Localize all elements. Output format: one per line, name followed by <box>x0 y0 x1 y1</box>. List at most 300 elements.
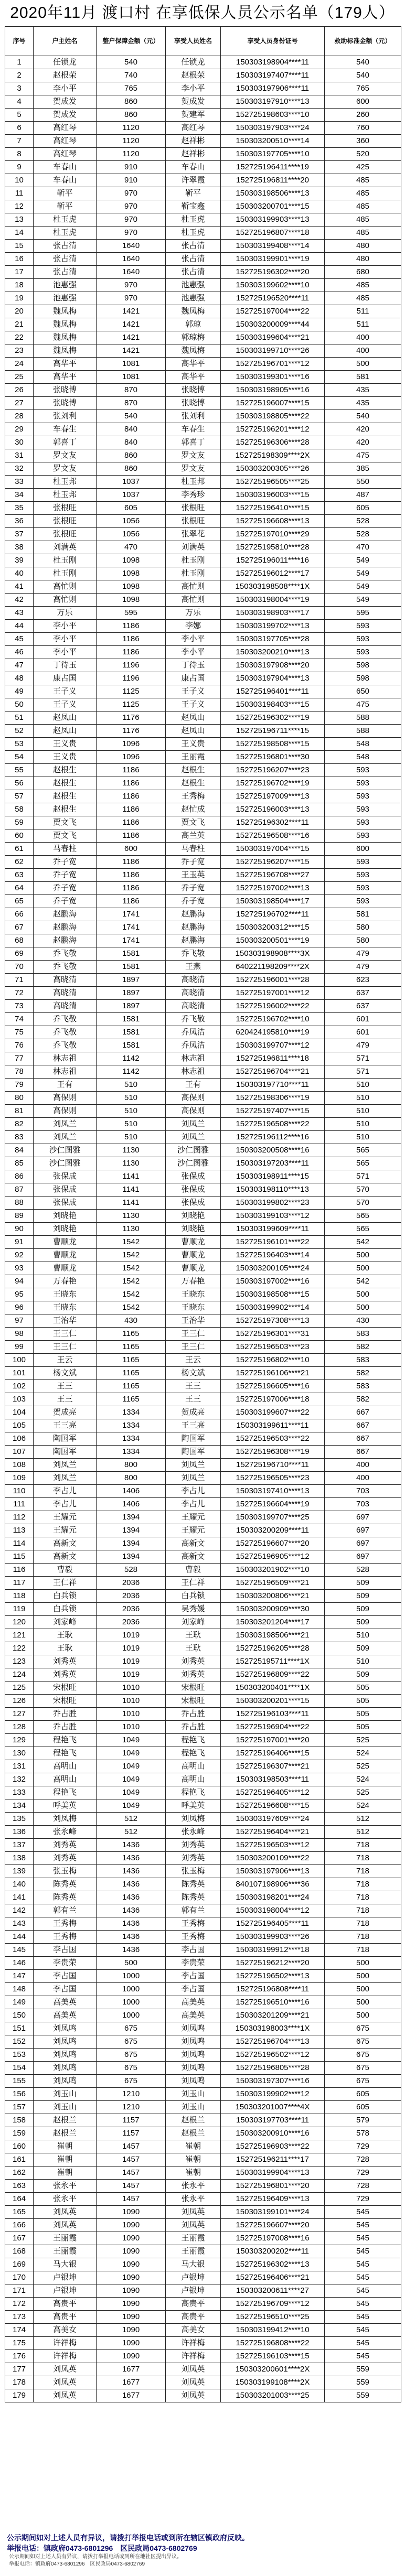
cell-standard-amount: 400 <box>325 331 401 344</box>
cell-household-head: 王义贵 <box>34 738 97 751</box>
cell-no: 136 <box>5 1826 34 1839</box>
table-row <box>5 371 401 384</box>
table-row <box>5 69 401 82</box>
cell-no: 100 <box>5 1354 34 1367</box>
cell-no: 9 <box>5 161 34 174</box>
cell-household-amount: 510 <box>97 1131 166 1144</box>
cell-household-amount: 1090 <box>97 2271 166 2284</box>
table-row <box>5 712 401 725</box>
table-row <box>5 1170 401 1183</box>
cell-id-number: 150303199802****23 <box>221 1197 325 1210</box>
cell-no: 88 <box>5 1197 34 1210</box>
cell-household-head: 刘凤梅 <box>34 1813 97 1826</box>
cell-id-number: 152725196406****21 <box>221 2271 325 2284</box>
cell-recipient-name: 崔朝 <box>166 2167 221 2180</box>
cell-household-amount: 1406 <box>97 1485 166 1498</box>
cell-household-amount: 1130 <box>97 1157 166 1170</box>
table-row <box>5 384 401 397</box>
cell-household-amount: 1165 <box>97 1367 166 1380</box>
cell-household-head: 高贵平 <box>34 2311 97 2324</box>
cell-household-head: 高红琴 <box>34 122 97 135</box>
cell-id-number: 150303198503****11 <box>221 1773 325 1786</box>
cell-no: 35 <box>5 502 34 515</box>
cell-household-amount: 1210 <box>97 2101 166 2114</box>
cell-household-head: 张根旺 <box>34 515 97 528</box>
cell-recipient-name: 沙仁图雅 <box>166 1157 221 1170</box>
cell-household-head: 刘凤兰 <box>34 1472 97 1485</box>
cell-household-head: 高晓清 <box>34 974 97 987</box>
cell-id-number: 150303200202****11 <box>221 2245 325 2258</box>
cell-recipient-name: 高美女 <box>166 2324 221 2337</box>
cell-standard-amount: 524 <box>325 1773 401 1786</box>
table-row <box>5 1655 401 1668</box>
cell-recipient-name: 林志祖 <box>166 1052 221 1065</box>
cell-standard-amount: 510 <box>325 1629 401 1642</box>
cell-recipient-name: 张永平 <box>166 2180 221 2193</box>
cell-household-head: 乔飞敬 <box>34 961 97 974</box>
cell-recipient-name: 赵忙成 <box>166 803 221 816</box>
cell-household-amount: 1096 <box>97 738 166 751</box>
cell-household-head: 刘秀英 <box>34 1655 97 1668</box>
cell-no: 156 <box>5 2088 34 2101</box>
cell-no: 128 <box>5 1721 34 1734</box>
cell-household-amount: 1394 <box>97 1511 166 1524</box>
cell-household-head: 高忙则 <box>34 594 97 607</box>
cell-household-head: 杜玉邦 <box>34 489 97 502</box>
cell-no: 108 <box>5 1459 34 1472</box>
cell-standard-amount: 549 <box>325 567 401 580</box>
cell-id-number: 150303199903****13 <box>221 213 325 227</box>
cell-recipient-name: 张刘利 <box>166 410 221 423</box>
cell-no: 152 <box>5 2035 34 2049</box>
cell-recipient-name: 陶国军 <box>166 1446 221 1459</box>
cell-id-number: 152725196409****13 <box>221 2193 325 2206</box>
cell-standard-amount: 583 <box>325 1380 401 1393</box>
cell-household-amount: 1897 <box>97 987 166 1000</box>
cell-recipient-name: 贺建军 <box>166 109 221 122</box>
cell-no: 50 <box>5 698 34 712</box>
cell-household-amount: 1049 <box>97 1773 166 1786</box>
cell-recipient-name: 王三亮 <box>166 1419 221 1432</box>
cell-id-number: 150303198004****12 <box>221 1904 325 1917</box>
table-row <box>5 253 401 266</box>
cell-id-number: 150303200210****13 <box>221 646 325 659</box>
cell-household-amount: 605 <box>97 502 166 515</box>
table-row <box>5 908 401 921</box>
table-row <box>5 2245 401 2258</box>
cell-id-number: 152725196510****25 <box>221 2311 325 2324</box>
cell-no: 92 <box>5 1249 34 1262</box>
cell-id-number: 150303198908****3X <box>221 947 325 961</box>
table-row <box>5 489 401 502</box>
cell-no: 47 <box>5 659 34 672</box>
cell-household-amount: 1421 <box>97 344 166 358</box>
cell-recipient-name: 刘秀英 <box>166 1655 221 1668</box>
cell-standard-amount: 385 <box>325 462 401 476</box>
table-row <box>5 410 401 423</box>
cell-recipient-name: 乔子宽 <box>166 882 221 895</box>
cell-id-number: 150303197407****11 <box>221 69 325 82</box>
cell-household-amount: 1581 <box>97 961 166 974</box>
cell-recipient-name: 高华平 <box>166 371 221 384</box>
cell-recipient-name: 魏凤梅 <box>166 344 221 358</box>
table-row <box>5 1524 401 1537</box>
cell-id-number: 152725196505****25 <box>221 476 325 489</box>
cell-no: 133 <box>5 1786 34 1799</box>
table-row <box>5 82 401 95</box>
cell-household-head: 王耀元 <box>34 1511 97 1524</box>
cell-standard-amount: 593 <box>325 777 401 790</box>
table-row <box>5 2140 401 2153</box>
cell-id-number: 150303197203****11 <box>221 1157 325 1170</box>
cell-no: 52 <box>5 725 34 738</box>
cell-household-head: 刘家峰 <box>34 1616 97 1629</box>
cell-id-number: 150303199607****22 <box>221 1406 325 1419</box>
cell-id-number: 152725196702****11 <box>221 908 325 921</box>
cell-recipient-name: 乔凤洁 <box>166 1039 221 1052</box>
cell-household-head: 杜玉邦 <box>34 476 97 489</box>
cell-household-amount: 1120 <box>97 135 166 148</box>
cell-recipient-name: 张永平 <box>166 2193 221 2206</box>
cell-id-number: 150303200501****19 <box>221 934 325 947</box>
cell-household-amount: 1037 <box>97 489 166 502</box>
cell-household-head: 赵根荣 <box>34 69 97 82</box>
cell-no: 129 <box>5 1734 34 1747</box>
cell-standard-amount: 601 <box>325 1013 401 1026</box>
cell-household-amount: 1457 <box>97 2180 166 2193</box>
cell-no: 105 <box>5 1419 34 1432</box>
cell-no: 139 <box>5 1865 34 1878</box>
cell-id-number: 152725196904****22 <box>221 1721 325 1734</box>
cell-no: 115 <box>5 1550 34 1564</box>
cell-recipient-name: 卢银坤 <box>166 2271 221 2284</box>
cell-standard-amount: 605 <box>325 502 401 515</box>
cell-household-amount: 510 <box>97 1079 166 1092</box>
cell-no: 95 <box>5 1288 34 1301</box>
cell-household-amount: 1019 <box>97 1642 166 1655</box>
cell-recipient-name: 崔朝 <box>166 2140 221 2153</box>
cell-no: 126 <box>5 1695 34 1708</box>
table-row <box>5 633 401 646</box>
cell-recipient-name: 王三 <box>166 1380 221 1393</box>
cell-no: 38 <box>5 541 34 554</box>
table-row <box>5 1590 401 1603</box>
cell-household-head: 乔飞敬 <box>34 947 97 961</box>
cell-no: 103 <box>5 1393 34 1406</box>
table-row <box>5 2324 401 2337</box>
cell-id-number: 150303199707****25 <box>221 1511 325 1524</box>
cell-standard-amount: 509 <box>325 1642 401 1655</box>
table-row <box>5 318 401 331</box>
cell-standard-amount: 505 <box>325 1695 401 1708</box>
cell-id-number: 152725196011****16 <box>221 554 325 567</box>
table-row <box>5 227 401 240</box>
cell-household-amount: 1049 <box>97 1786 166 1799</box>
table-row <box>5 502 401 515</box>
cell-standard-amount: 718 <box>325 1944 401 1957</box>
cell-no: 162 <box>5 2167 34 2180</box>
cell-recipient-name: 王子义 <box>166 698 221 712</box>
cell-id-number: 152725196308****19 <box>221 1446 325 1459</box>
table-row <box>5 358 401 371</box>
table-row <box>5 1118 401 1131</box>
cell-no: 173 <box>5 2311 34 2324</box>
cell-id-number: 150303200611****27 <box>221 2284 325 2298</box>
table-row <box>5 1996 401 2009</box>
cell-recipient-name: 乔占胜 <box>166 1721 221 1734</box>
table-row <box>5 515 401 528</box>
table-row <box>5 1577 401 1590</box>
cell-no: 85 <box>5 1157 34 1170</box>
table-row <box>5 2219 401 2232</box>
cell-recipient-name: 高兰英 <box>166 829 221 843</box>
cell-id-number: 150303198508****1X <box>221 580 325 594</box>
cell-id-number: 152725198508****15 <box>221 738 325 751</box>
cell-no: 178 <box>5 2376 34 2389</box>
cell-no: 64 <box>5 882 34 895</box>
cell-household-amount: 1457 <box>97 2153 166 2167</box>
cell-standard-amount: 520 <box>325 148 401 161</box>
cell-recipient-name: 刘凤英 <box>166 2376 221 2389</box>
cell-recipient-name: 刘凤梅 <box>166 1813 221 1826</box>
cell-recipient-name: 杜玉虎 <box>166 213 221 227</box>
cell-no: 159 <box>5 2127 34 2140</box>
cell-no: 27 <box>5 397 34 410</box>
cell-standard-amount: 540 <box>325 56 401 69</box>
cell-household-head: 林志祖 <box>34 1065 97 1079</box>
table-row <box>5 2363 401 2376</box>
cell-household-head: 曹顺龙 <box>34 1236 97 1249</box>
cell-no: 149 <box>5 1996 34 2009</box>
cell-standard-amount: 500 <box>325 1957 401 1970</box>
cell-no: 132 <box>5 1773 34 1786</box>
cell-recipient-name: 高贵平 <box>166 2311 221 2324</box>
table-row <box>5 1249 401 1262</box>
cell-no: 179 <box>5 2389 34 2402</box>
cell-standard-amount: 570 <box>325 1197 401 1210</box>
cell-no: 22 <box>5 331 34 344</box>
cell-recipient-name: 高晓清 <box>166 987 221 1000</box>
cell-household-amount: 470 <box>97 541 166 554</box>
cell-household-amount: 595 <box>97 607 166 620</box>
cell-household-amount: 1542 <box>97 1275 166 1288</box>
cell-standard-amount: 550 <box>325 476 401 489</box>
cell-no: 61 <box>5 843 34 856</box>
cell-household-head: 高美英 <box>34 1996 97 2009</box>
cell-standard-amount: 588 <box>325 712 401 725</box>
cell-recipient-name: 曹毅 <box>166 1564 221 1577</box>
cell-recipient-name: 马大银 <box>166 2258 221 2271</box>
table-row <box>5 803 401 816</box>
table-row <box>5 659 401 672</box>
cell-no: 141 <box>5 1891 34 1904</box>
cell-no: 134 <box>5 1799 34 1813</box>
cell-household-head: 张玉梅 <box>34 1865 97 1878</box>
cell-recipient-name: 郭喜丁 <box>166 436 221 449</box>
table-row <box>5 397 401 410</box>
cell-household-amount: 970 <box>97 279 166 292</box>
cell-household-amount: 1098 <box>97 554 166 567</box>
cell-household-amount: 970 <box>97 292 166 305</box>
cell-household-head: 王云 <box>34 1354 97 1367</box>
cell-standard-amount: 667 <box>325 1446 401 1459</box>
cell-no: 83 <box>5 1131 34 1144</box>
cell-household-amount: 528 <box>97 1564 166 1577</box>
cell-recipient-name: 张保成 <box>166 1197 221 1210</box>
cell-standard-amount: 525 <box>325 1760 401 1773</box>
cell-standard-amount: 549 <box>325 594 401 607</box>
cell-id-number: 150303198506****21 <box>221 1629 325 1642</box>
table-row <box>5 266 401 279</box>
cell-id-number: 152725196802****10 <box>221 1354 325 1367</box>
cell-recipient-name: 刘凤鸣 <box>166 2022 221 2035</box>
cell-standard-amount: 545 <box>325 2284 401 2298</box>
cell-id-number: 152725196903****22 <box>221 2140 325 2153</box>
cell-recipient-name: 王燕 <box>166 961 221 974</box>
cell-id-number: 152725196808****22 <box>221 2337 325 2350</box>
cell-id-number: 150303199103****12 <box>221 1210 325 1223</box>
cell-id-number: 152725196306****28 <box>221 436 325 449</box>
cell-recipient-name: 李小平 <box>166 82 221 95</box>
cell-recipient-name: 李秀珍 <box>166 489 221 502</box>
cell-standard-amount: 650 <box>325 685 401 698</box>
cell-household-amount: 1165 <box>97 1341 166 1354</box>
cell-household-head: 高红琴 <box>34 135 97 148</box>
cell-household-head: 高明山 <box>34 1760 97 1773</box>
cell-no: 72 <box>5 987 34 1000</box>
cell-standard-amount: 675 <box>325 2075 401 2088</box>
cell-recipient-name: 宋根旺 <box>166 1695 221 1708</box>
cell-standard-amount: 571 <box>325 1065 401 1079</box>
cell-recipient-name: 王耿 <box>166 1642 221 1655</box>
cell-standard-amount: 420 <box>325 436 401 449</box>
cell-id-number: 152725196701****12 <box>221 358 325 371</box>
table-row <box>5 2376 401 2389</box>
cell-no: 99 <box>5 1341 34 1354</box>
cell-no: 53 <box>5 738 34 751</box>
cell-household-amount: 510 <box>97 1118 166 1131</box>
table-row <box>5 856 401 869</box>
cell-id-number: 150303199611****11 <box>221 1419 325 1432</box>
cell-id-number: 150303197703****11 <box>221 2114 325 2127</box>
cell-household-head: 乔飞敬 <box>34 1039 97 1052</box>
cell-recipient-name: 池惠强 <box>166 279 221 292</box>
cell-standard-amount: 703 <box>325 1485 401 1498</box>
cell-standard-amount: 605 <box>325 2088 401 2101</box>
cell-standard-amount: 571 <box>325 1170 401 1183</box>
cell-no: 62 <box>5 856 34 869</box>
cell-household-amount: 1098 <box>97 594 166 607</box>
cell-household-head: 沙仁图雅 <box>34 1157 97 1170</box>
cell-household-head: 刘秀英 <box>34 1839 97 1852</box>
cell-household-head: 车春山 <box>34 174 97 187</box>
cell-household-head: 乔子宽 <box>34 856 97 869</box>
cell-no: 87 <box>5 1183 34 1197</box>
cell-no: 28 <box>5 410 34 423</box>
cell-recipient-name: 贾文飞 <box>166 816 221 829</box>
cell-id-number: 150303199101****24 <box>221 2206 325 2219</box>
cell-standard-amount: 675 <box>325 2035 401 2049</box>
cell-household-amount: 1436 <box>97 1944 166 1957</box>
cell-id-number: 150303200401****1X <box>221 1682 325 1695</box>
cell-recipient-name: 乔占胜 <box>166 1708 221 1721</box>
footer-line-2: 举报电话：镇政府0473-6801296 区民政局0473-6802769 <box>7 2544 197 2552</box>
cell-household-head: 刘秀英 <box>34 1852 97 1865</box>
cell-standard-amount: 697 <box>325 1511 401 1524</box>
cell-standard-amount: 600 <box>325 843 401 856</box>
cell-recipient-name: 王义贵 <box>166 738 221 751</box>
cell-no: 91 <box>5 1236 34 1249</box>
cell-recipient-name: 贺成发 <box>166 95 221 109</box>
table-row <box>5 1039 401 1052</box>
cell-household-head: 刘秀英 <box>34 1668 97 1682</box>
table-row <box>5 1406 401 1419</box>
cell-no: 66 <box>5 908 34 921</box>
cell-no: 37 <box>5 528 34 541</box>
cell-no: 55 <box>5 764 34 777</box>
cell-no: 76 <box>5 1039 34 1052</box>
cell-household-amount: 510 <box>97 1092 166 1105</box>
cell-household-head: 乔子宽 <box>34 895 97 908</box>
cell-id-number: 150303197903****24 <box>221 122 325 135</box>
cell-id-number: 152725196608****13 <box>221 515 325 528</box>
cell-household-head: 高新文 <box>34 1537 97 1550</box>
cell-id-number: 150303200910****16 <box>221 2127 325 2140</box>
cell-recipient-name: 刘玉山 <box>166 2088 221 2101</box>
cell-id-number: 150303198003****1X <box>221 2022 325 2035</box>
cell-household-amount: 2036 <box>97 1616 166 1629</box>
cell-id-number: 152725196508****16 <box>221 829 325 843</box>
cell-standard-amount: 545 <box>325 2350 401 2363</box>
cell-no: 44 <box>5 620 34 633</box>
cell-id-number: 150303200909****30 <box>221 1603 325 1616</box>
cell-household-head: 赵根生 <box>34 777 97 790</box>
cell-id-number: 152725196007****15 <box>221 397 325 410</box>
cell-household-head: 车春生 <box>34 423 97 436</box>
cell-no: 63 <box>5 869 34 882</box>
cell-recipient-name: 刘凤兰 <box>166 1459 221 1472</box>
table-row <box>5 2022 401 2035</box>
cell-household-head: 高新文 <box>34 1550 97 1564</box>
cell-recipient-name: 魏凤梅 <box>166 305 221 318</box>
cell-id-number: 152725196405****12 <box>221 1786 325 1799</box>
table-row <box>5 594 401 607</box>
cell-standard-amount: 510 <box>325 1079 401 1092</box>
cell-household-head: 王三仁 <box>34 1328 97 1341</box>
table-row <box>5 1904 401 1917</box>
cell-standard-amount: 485 <box>325 187 401 200</box>
table-row <box>5 2167 401 2180</box>
cell-no: 54 <box>5 751 34 764</box>
table-row <box>5 738 401 751</box>
table-row <box>5 1734 401 1747</box>
cell-household-amount: 910 <box>97 174 166 187</box>
cell-household-amount: 840 <box>97 436 166 449</box>
cell-id-number: 152725197004****22 <box>221 305 325 318</box>
table-row <box>5 2009 401 2022</box>
cell-household-amount: 1741 <box>97 934 166 947</box>
cell-standard-amount: 548 <box>325 738 401 751</box>
cell-id-number: 152725196207****15 <box>221 856 325 869</box>
cell-standard-amount: 600 <box>325 95 401 109</box>
cell-household-amount: 1640 <box>97 240 166 253</box>
cell-household-head: 杜玉虎 <box>34 227 97 240</box>
table-row <box>5 1301 401 1314</box>
cell-id-number: 152725196809****22 <box>221 1668 325 1682</box>
cell-no: 138 <box>5 1852 34 1865</box>
cell-household-amount: 675 <box>97 2049 166 2062</box>
cell-recipient-name: 王耀元 <box>166 1524 221 1537</box>
